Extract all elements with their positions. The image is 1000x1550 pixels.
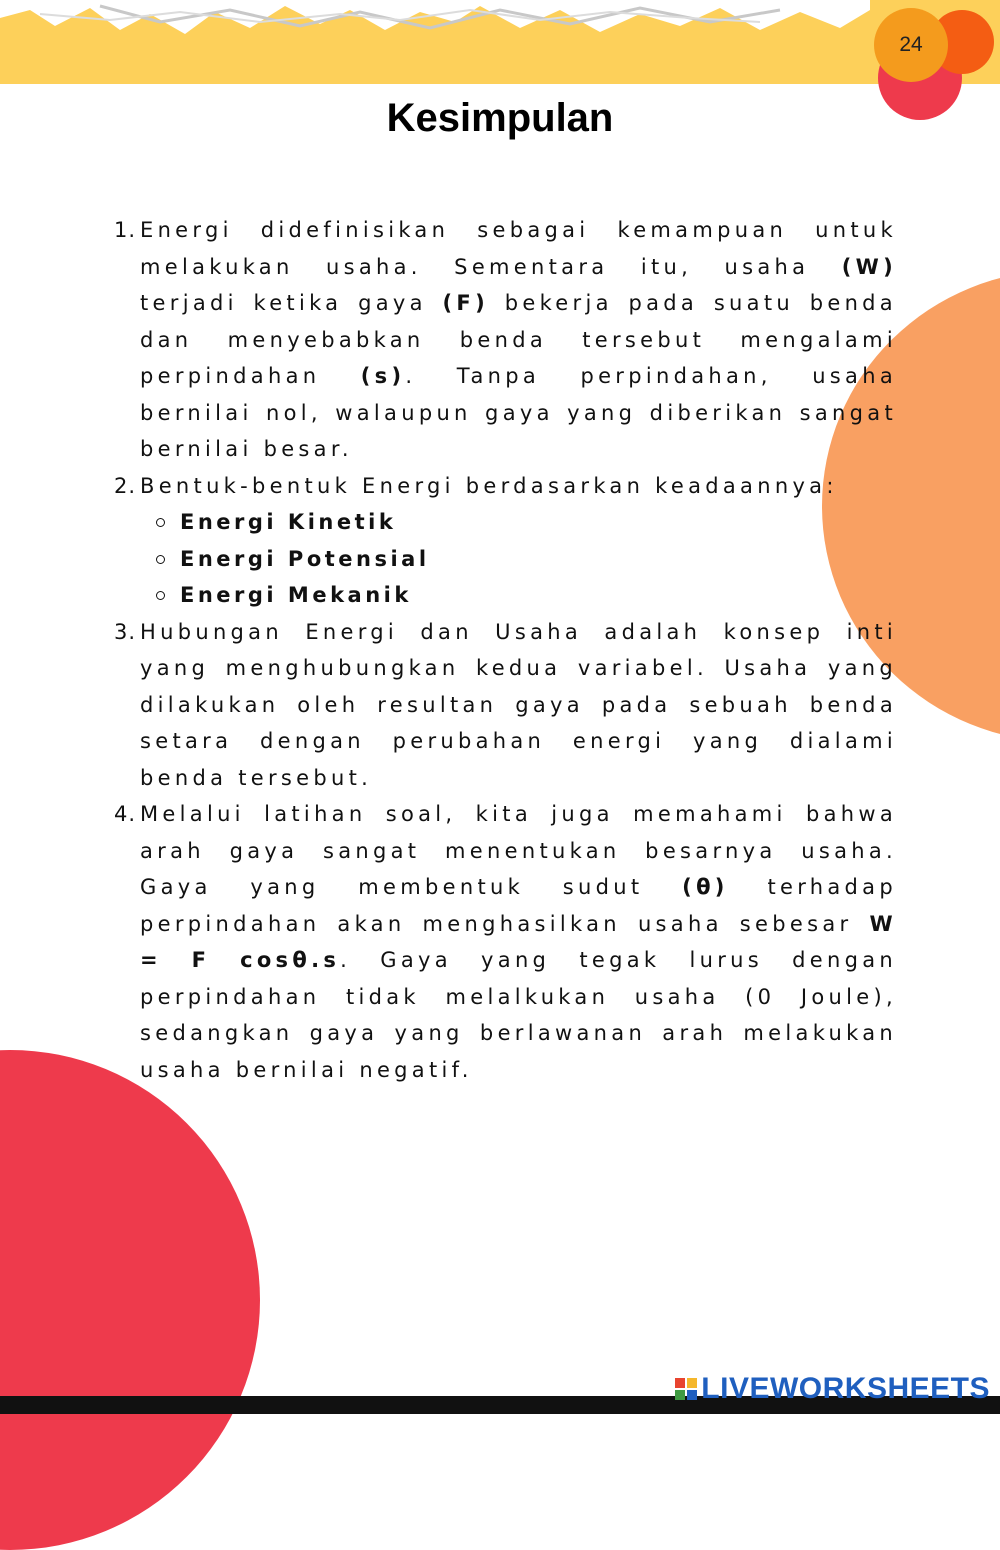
torn-paper-header-band [0,0,1000,84]
bold-term: W = F cosθ.s [140,911,897,972]
list-item-text [140,614,897,797]
text-segment: . Tanpa perpindahan, usaha bernilai nol, walaupun gaya yang diberikan sangat bernilai besar. [140,364,897,461]
list-item [0,614,897,797]
liveworksheets-grid-icon [675,1378,697,1400]
conclusion-list [0,212,1000,1088]
list-item-text [140,796,897,1088]
bold-term: (F) [442,291,489,315]
energy-types-list [140,504,897,614]
text-segment: bekerja pada suatu benda dan menyebabkan benda tersebut mengalami perpindahan [140,291,897,388]
bold-term: (W) [841,254,897,279]
list-number: 4. [113,802,136,826]
liveworksheets-logo[interactable] [675,1372,990,1406]
list-number: 1. [113,218,136,242]
list-item [0,468,897,614]
brand-name: LIVEWORKSHEETS [701,1372,990,1405]
text-segment: Energi didefinisikan sebagai kemampuan untuk melakukan usaha. Sementara itu, usaha [140,218,897,279]
page-title: Kesimpulan [386,96,614,140]
list-item-text [140,468,897,505]
list-item [0,796,897,1088]
bold-term: (s) [360,364,406,388]
decorative-red-circle [0,1050,260,1550]
list-item-text [140,212,897,468]
text-segment: . Gaya yang tegak lurus dengan perpindahan tidak melalkukan usaha (0 Joule), sedangkan gaya yang berlawanan arah melakukan usaha bernilai negatif. [140,948,897,1082]
text-segment: Melalui latihan soal, kita juga memahami bahwa arah gaya sangat menentukan besarnya usaha. Gaya yang membentuk sudut [140,802,897,899]
text-segment: Bentuk-bentuk Energi berdasarkan keadaannya: [140,473,838,498]
sub-list-item-label: Energi Kinetik [180,510,397,534]
sub-list-item-label: Energi Mekanik [180,583,412,607]
circle-bullet-icon [156,591,165,600]
circle-bullet-icon [156,555,165,564]
sub-list-item [140,541,897,578]
text-segment: terjadi ketika gaya [140,291,443,315]
sub-list-item [140,577,897,614]
circle-bullet-icon [156,518,165,527]
bold-term: (θ) [682,875,729,899]
sub-list-item [140,504,897,541]
list-item [0,212,897,468]
page-number: 24 [874,8,948,82]
list-number: 3. [113,619,136,644]
list-number: 2. [113,473,136,498]
sub-list-item-label: Energi Potensial [180,546,430,571]
text-segment: Hubungan Energi dan Usaha adalah konsep inti yang menghubungkan kedua variabel. Usaha yang dilakukan oleh resultan gaya pada sebuah benda setara dengan perubahan energi yang dialami benda tersebut. [140,619,897,790]
text-segment: terhadap perpindahan akan menghasilkan usaha sebesar [140,875,897,936]
